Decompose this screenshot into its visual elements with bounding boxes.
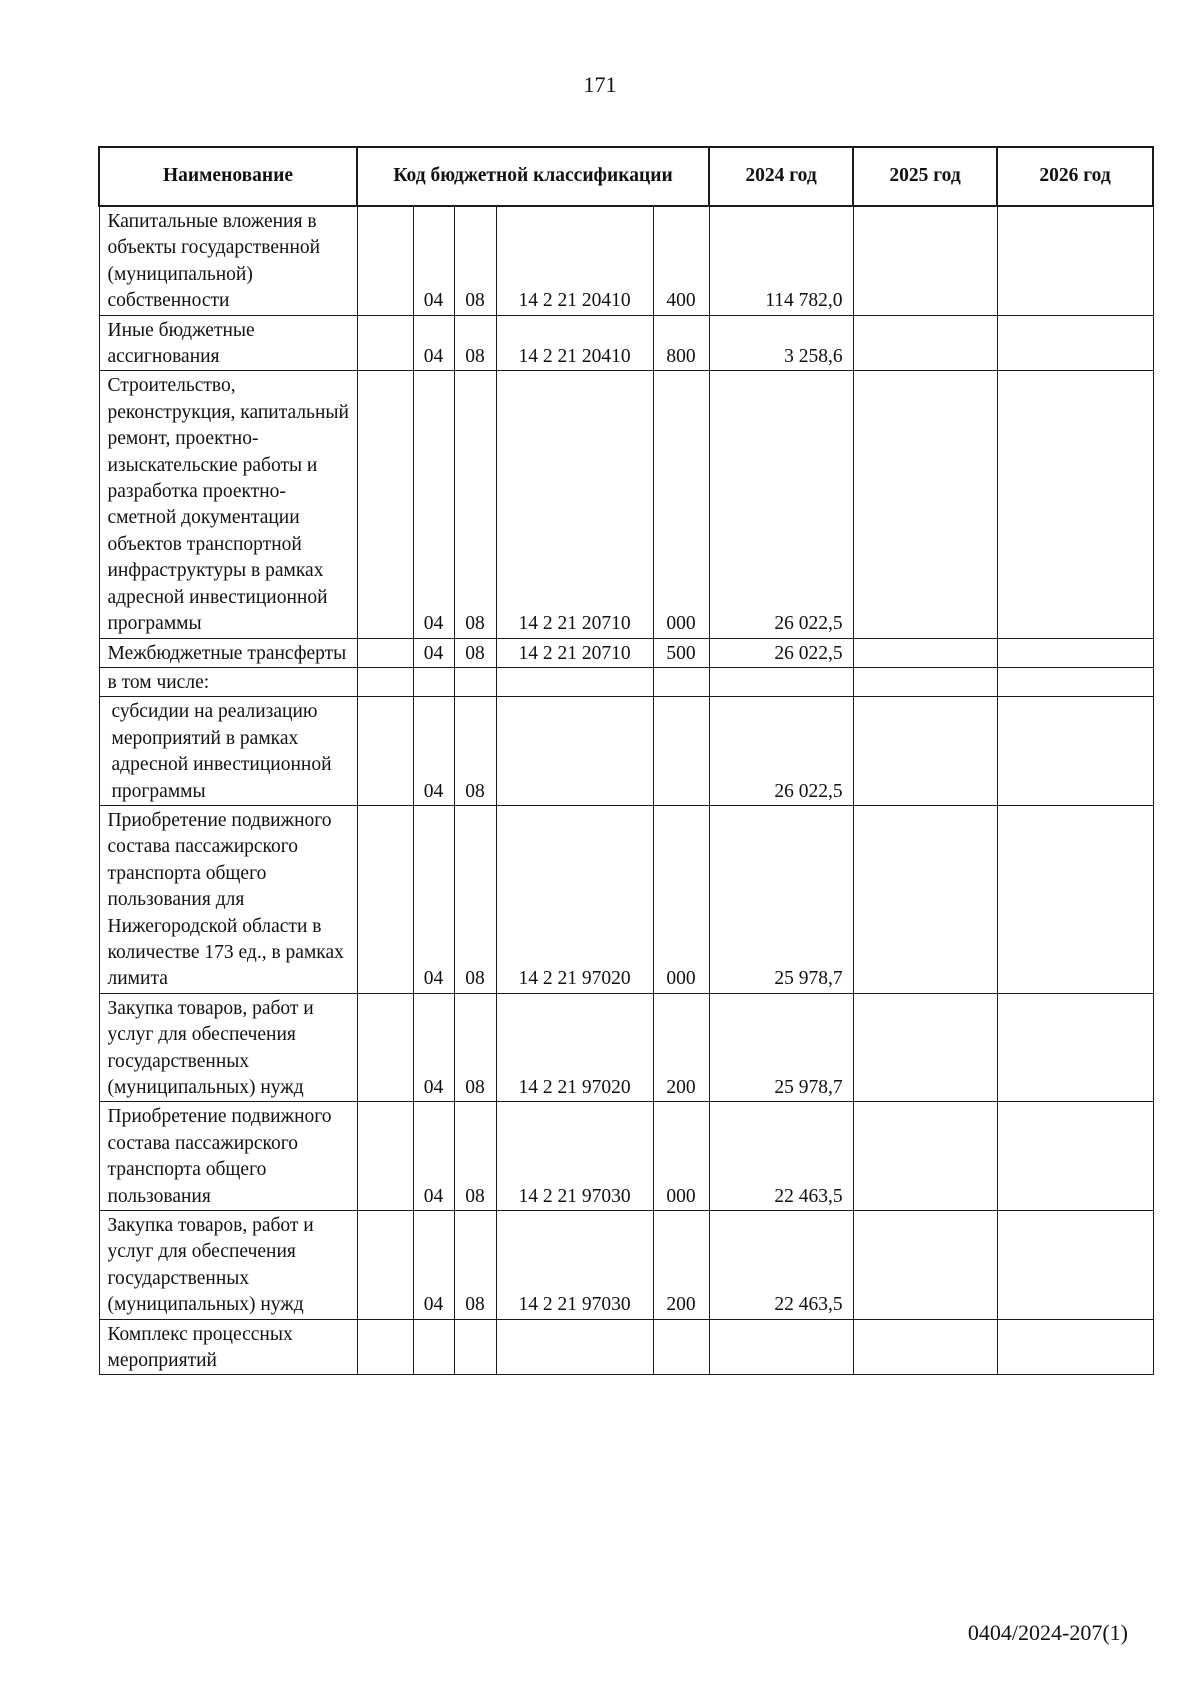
section-cell: 04 xyxy=(413,206,454,315)
subsection-cell: 08 xyxy=(454,1211,496,1320)
amount-2025 xyxy=(853,1102,997,1211)
code-cell xyxy=(357,697,413,806)
table-header xyxy=(99,147,1153,206)
amount-2025 xyxy=(853,638,997,667)
code-cell xyxy=(357,805,413,993)
amount-2025 xyxy=(853,1211,997,1320)
section-cell xyxy=(413,1319,454,1375)
row-name: Комплекс процессных мероприятий xyxy=(99,1319,357,1375)
amount-2025 xyxy=(853,371,997,638)
section-cell: 04 xyxy=(413,805,454,993)
amount-2024: 25 978,7 xyxy=(709,805,853,993)
amount-2024: 25 978,7 xyxy=(709,993,853,1102)
amount-2024: 26 022,5 xyxy=(709,697,853,806)
target-article-cell: 14 2 21 97030 xyxy=(496,1211,653,1320)
row-name: Закупка товаров, работ и услуг для обеспечения государственных (муниципальных) нужд xyxy=(99,1211,357,1320)
subsection-cell: 08 xyxy=(454,206,496,315)
code-cell xyxy=(357,667,413,696)
table-row xyxy=(99,1211,1153,1320)
amount-2026 xyxy=(997,667,1153,696)
code-cell xyxy=(357,638,413,667)
table-row xyxy=(99,805,1153,993)
target-article-cell: 14 2 21 20710 xyxy=(496,371,653,638)
expense-type-cell xyxy=(653,697,709,806)
code-cell xyxy=(357,1319,413,1375)
code-cell xyxy=(357,371,413,638)
section-cell: 04 xyxy=(413,1211,454,1320)
section-cell: 04 xyxy=(413,697,454,806)
table-row xyxy=(99,993,1153,1102)
expense-type-cell xyxy=(653,667,709,696)
page-number: 171 xyxy=(583,72,617,97)
subsection-cell: 08 xyxy=(454,805,496,993)
amount-2026 xyxy=(997,206,1153,315)
amount-2026 xyxy=(997,697,1153,806)
subsection-cell xyxy=(454,1319,496,1375)
subsection-cell xyxy=(454,667,496,696)
table-row xyxy=(99,667,1153,696)
code-cell xyxy=(357,206,413,315)
section-cell xyxy=(413,667,454,696)
expense-type-cell: 500 xyxy=(653,638,709,667)
row-name: Иные бюджетные ассигнования xyxy=(99,315,357,371)
table-row xyxy=(99,371,1153,638)
target-article-cell xyxy=(496,667,653,696)
subsection-cell: 08 xyxy=(454,371,496,638)
table-row xyxy=(99,697,1153,806)
row-name: Приобретение подвижного состава пассажирского транспорта общего пользования для Нижегородской области в количестве 173 ед., в рамках лимита xyxy=(99,805,357,993)
amount-2024: 114 782,0 xyxy=(709,206,853,315)
target-article-cell xyxy=(496,697,653,806)
amount-2025 xyxy=(853,993,997,1102)
header-2026: 2026 год xyxy=(997,147,1153,206)
amount-2026 xyxy=(997,638,1153,667)
subsection-cell: 08 xyxy=(454,638,496,667)
expense-type-cell: 200 xyxy=(653,1211,709,1320)
expense-type-cell: 400 xyxy=(653,206,709,315)
section-cell: 04 xyxy=(413,315,454,371)
amount-2024: 3 258,6 xyxy=(709,315,853,371)
row-name: Приобретение подвижного состава пассажирского транспорта общего пользования xyxy=(99,1102,357,1211)
subsection-cell: 08 xyxy=(454,315,496,371)
document-code: 0404/2024-207(1) xyxy=(967,1620,1128,1645)
row-name: Капитальные вложения в объекты государственной (муниципальной) собственности xyxy=(99,206,357,315)
target-article-cell: 14 2 21 97030 xyxy=(496,1102,653,1211)
header-name: Наименование xyxy=(99,147,357,206)
target-article-cell: 14 2 21 20710 xyxy=(496,638,653,667)
budget-table xyxy=(98,146,1154,1375)
row-name: Закупка товаров, работ и услуг для обеспечения государственных (муниципальных) нужд xyxy=(99,993,357,1102)
table-row xyxy=(99,638,1153,667)
row-name: в том числе: xyxy=(99,667,357,696)
expense-type-cell: 000 xyxy=(653,805,709,993)
row-name: Строительство, реконструкция, капитальный ремонт, проектно-изыскательские работы и разработка проектно-сметной документации объектов транспортной инфраструктуры в рамках адресной инвестиционной программы xyxy=(99,371,357,638)
amount-2025 xyxy=(853,206,997,315)
target-article-cell: 14 2 21 20410 xyxy=(496,206,653,315)
code-cell xyxy=(357,315,413,371)
expense-type-cell xyxy=(653,1319,709,1375)
table-row xyxy=(99,1319,1153,1375)
amount-2026 xyxy=(997,315,1153,371)
amount-2026 xyxy=(997,1211,1153,1320)
amount-2024: 26 022,5 xyxy=(709,638,853,667)
code-cell xyxy=(357,993,413,1102)
target-article-cell: 14 2 21 20410 xyxy=(496,315,653,371)
amount-2026 xyxy=(997,371,1153,638)
amount-2024: 22 463,5 xyxy=(709,1211,853,1320)
amount-2025 xyxy=(853,697,997,806)
code-cell xyxy=(357,1211,413,1320)
header-code: Код бюджетной классификации xyxy=(357,147,709,206)
amount-2026 xyxy=(997,805,1153,993)
amount-2024: 22 463,5 xyxy=(709,1102,853,1211)
amount-2024: 26 022,5 xyxy=(709,371,853,638)
expense-type-cell: 800 xyxy=(653,315,709,371)
table-row xyxy=(99,206,1153,315)
target-article-cell: 14 2 21 97020 xyxy=(496,805,653,993)
amount-2024 xyxy=(709,1319,853,1375)
row-name: субсидии на реализацию мероприятий в рамках адресной инвестиционной программы xyxy=(99,697,357,806)
amount-2024 xyxy=(709,667,853,696)
section-cell: 04 xyxy=(413,638,454,667)
amount-2026 xyxy=(997,993,1153,1102)
target-article-cell: 14 2 21 97020 xyxy=(496,993,653,1102)
amount-2025 xyxy=(853,315,997,371)
expense-type-cell: 200 xyxy=(653,993,709,1102)
amount-2025 xyxy=(853,805,997,993)
section-cell: 04 xyxy=(413,993,454,1102)
code-cell xyxy=(357,1102,413,1211)
header-2025: 2025 год xyxy=(853,147,997,206)
expense-type-cell: 000 xyxy=(653,1102,709,1211)
amount-2025 xyxy=(853,1319,997,1375)
section-cell: 04 xyxy=(413,1102,454,1211)
row-name: Межбюджетные трансферты xyxy=(99,638,357,667)
amount-2025 xyxy=(853,667,997,696)
section-cell: 04 xyxy=(413,371,454,638)
amount-2026 xyxy=(997,1102,1153,1211)
amount-2026 xyxy=(997,1319,1153,1375)
target-article-cell xyxy=(496,1319,653,1375)
table-row xyxy=(99,1102,1153,1211)
table-row xyxy=(99,315,1153,371)
expense-type-cell: 000 xyxy=(653,371,709,638)
subsection-cell: 08 xyxy=(454,697,496,806)
header-2024: 2024 год xyxy=(709,147,853,206)
subsection-cell: 08 xyxy=(454,1102,496,1211)
subsection-cell: 08 xyxy=(454,993,496,1102)
